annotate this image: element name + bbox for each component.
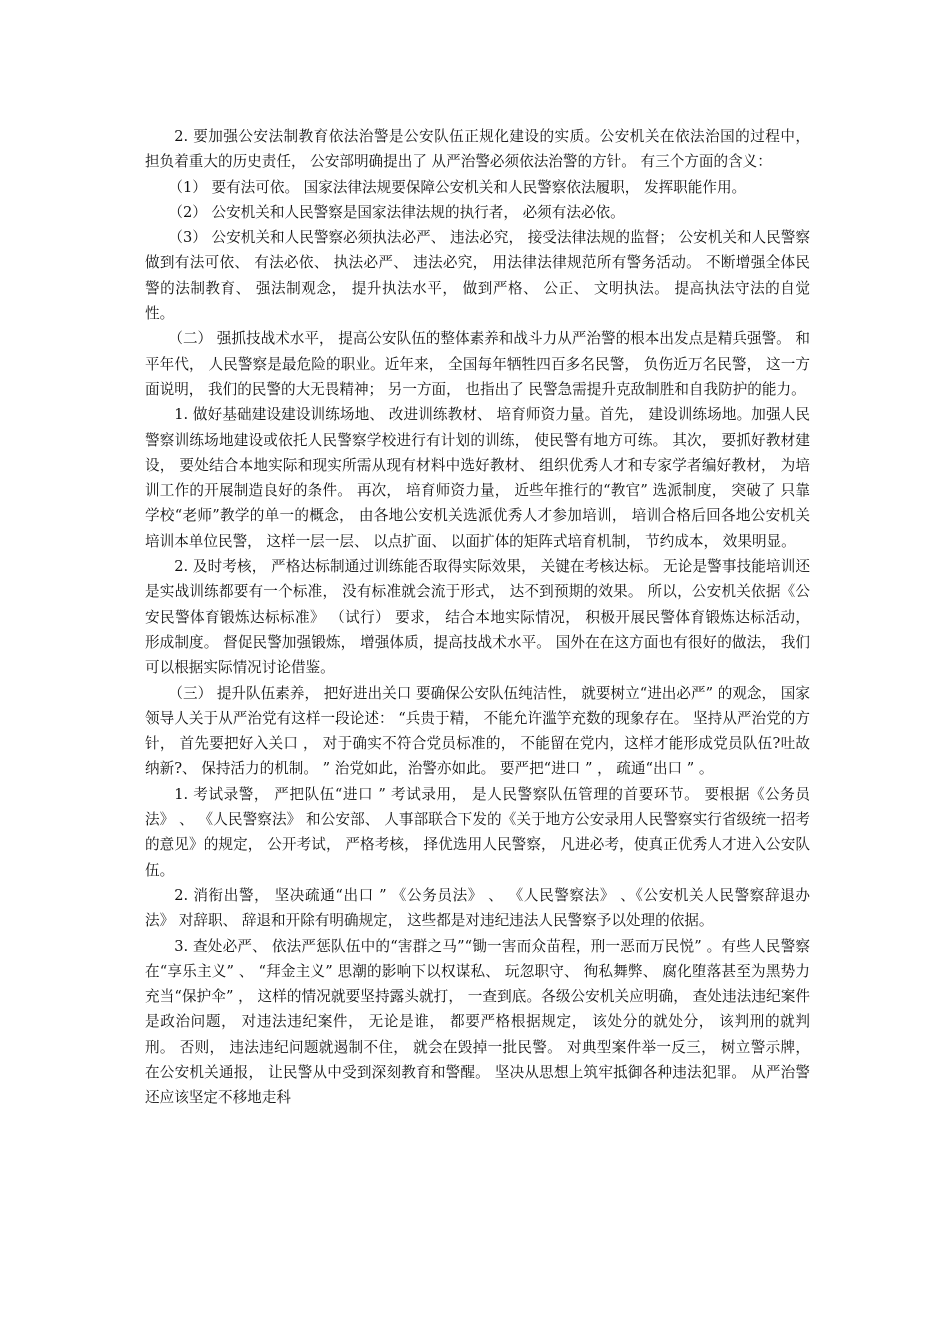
paragraph-law-education: 2. 要加强公安法制教育依法治警是公安队伍正规化建设的实质。公安机关在依法治国的过程中， 担负着重大的历史责任， 公安部明确提出了 从严治警必须依法治警的方针。 有三个方面的含义： — [145, 128, 810, 171]
paragraph-infrastructure: 1. 做好基础建设建设训练场地、 改进训练教材、 培育师资力量。首先， 建设训练场地。加强人民警察训练场地建设或依托人民警察学校进行有计划的训练， 使民警有地方可练。 其次， 要抓好教材建设， 要处结合本地实际和现实所需从现有材料中选好教材、 组织优秀人才和专家学者编好教材， 为培训工作的开展制造良好的条件。 再次， 培育师资力量， 近些年推行的“教官” 选派制度， 突破了 只靠学校“老师”教学的单一的概念， 由各地公安机关选派优秀人才参加培训， 培训合格后回各地公安机关培训本单位民警， 这样一层一层、 以点扩面、 以面扩体的矩阵式培育机制， 节约成本， 效果明显。 — [145, 406, 810, 550]
paragraph-recruitment: 1. 考试录警， 严把队伍“进口 ” 考试录用， 是人民警察队伍管理的首要环节。 要根据《公务员法》 、 《人民警察法》 和公安部、 人事部联合下发的《关于地方公安录用人民警察实行省级统一招考的意见》的规定， 公开考试， 严格考核， 择优选用人民警察， 凡进必考，使真正优秀人才进入公安队伍。 — [145, 785, 810, 879]
paragraph-assessment: 2. 及时考核， 严格达标制通过训练能否取得实际效果， 关键在考核达标。 无论是警事技能培训还是实战训练都要有一个标准， 没有标准就会流于形式， 达不到预期的效果。 所以，公安机关依据《公安民警体育锻炼达标标准》 （试行） 要求， 结合本地实际情况， 积极开展民警体育锻炼达标活动， 形成制度。 督促民警加强锻炼， 增强体质，提高技战术水平。 国外在在这方面也有很好的做法， 我们可以根据实际情况讨论借鉴。 — [145, 558, 810, 677]
paragraph-point-2: （2） 公安机关和人民警察是国家法律法规的执行者， 必须有法必依。 — [168, 203, 625, 221]
document-page — [145, 124, 810, 1111]
paragraph-point-1: （1） 要有法可依。 国家法律法规要保障公安机关和人民警察依法履职， 发挥职能作用。 — [168, 178, 747, 196]
section-heading-two: （二） 强抓技战术水平， 提高公安队伍的整体素养和战斗力从严治警的根本出发点是精兵强警。 和平年代， 人民警察是最危险的职业。近年来， 全国每年牺牲四百多名民警， 负伤近万名民警， 这一方面说明， 我们的民警的大无畏精神； 另一方面， 也指出了 民警急需提升克敌制胜和自我防护的能力。 — [145, 330, 810, 398]
paragraph-exit: 2. 消衔出警， 坚决疏通“出口 ” 《公务员法》 、 《人民警察法》 、《公安机关人民警察辞退办法》 对辞职、 辞退和开除有明确规定， 这些都是对违纪违法人民警察予以处理的依据。 — [145, 886, 810, 930]
paragraph-point-3: （3） 公安机关和人民警察必须执法必严、 违法必究， 接受法律法规的监督； 公安机关和人民警察做到有法可依、 有法必依、 执法必严、 违法必究， 用法律法律规范所有警务活动。 不断增强全体民警的法制教育、 强法制观念， 提升执法水平， 做到严格、 公正、 文明执法。 提高执法守法的自觉性。 — [145, 229, 810, 323]
paragraph-discipline: 3. 查处必严、 依法严惩队伍中的“害群之马”“锄一害而众苗程，刑一恶而万民悦” 。有些人民警察在“享乐主义” 、 “拜金主义” 思潮的影响下以权谋私、 玩忽职守、 徇私舞弊、 腐化堕落甚至为黑势力充当“保护伞” ， 这样的情况就要坚持露头就打， 一查到底。各级公安机关应明确， 查处违法违纪案件是政治问题， 对违法违纪案件， 无论是谁， 都要严格根据规定， 该处分的就处分， 该判刑的就判刑。 否则， 违法违纪问题就遏制不住， 就会在毁掉一批民警。 对典型案件举一反三， 树立警示牌， 在公安机关通报， 让民警从中受到深刻教育和警醒。 坚决从思想上筑牢抵御各种违法犯罪。 从严治警还应该坚定不移地走科 — [145, 937, 810, 1107]
section-heading-three: （三） 提升队伍素养， 把好进出关口 要确保公安队伍纯洁性， 就要树立“进出必严” 的观念， 国家领导人关于从严治党有这样一段论述： “兵贵于精， 不能允许滥竽充数的现象存在。 坚持从严治党的方针， 首先要把好入关口 ， 对于确实不符合党员标准的， 不能留在党内，这样才能形成党员队伍?吐故纳新?、 保持活力的机制。 ” 治党如此，治警亦如此。 要严把“进口 ” ， 疏通“出口 ” 。 — [145, 684, 810, 778]
